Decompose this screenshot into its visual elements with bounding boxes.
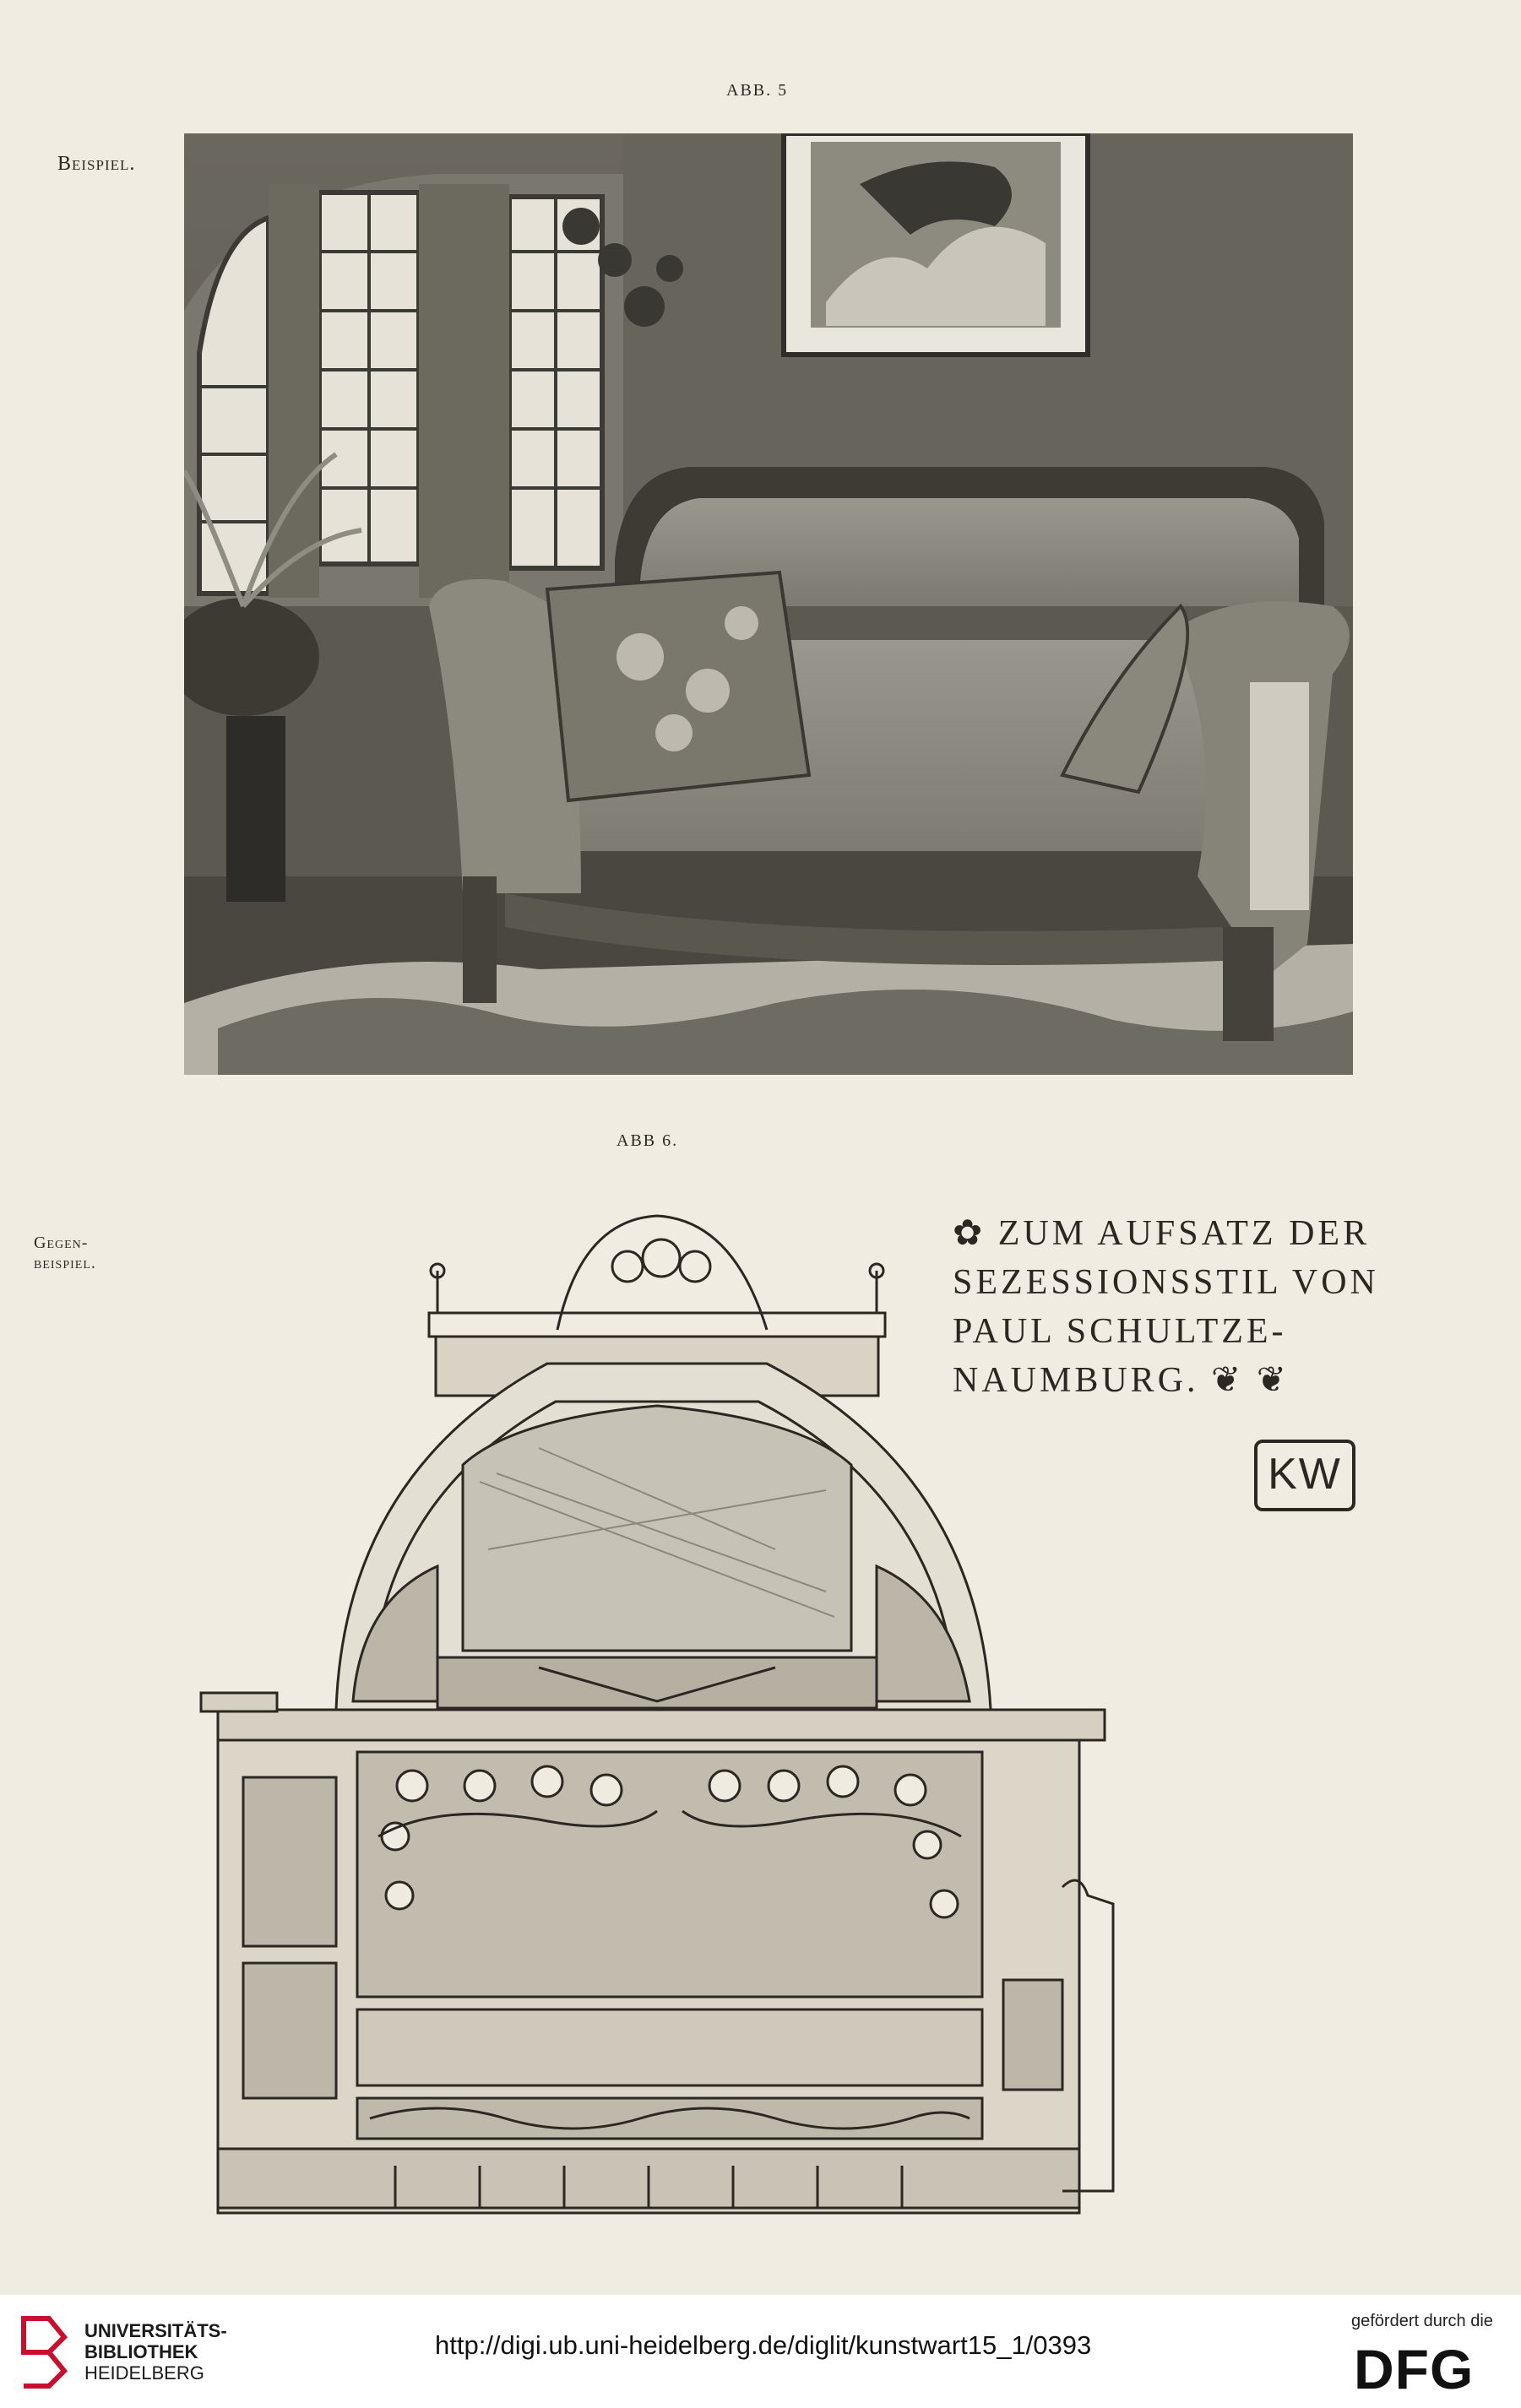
- library-line-2: BIBLIOTHEK: [84, 2341, 198, 2362]
- dfg-logo[interactable]: DFG: [1354, 2338, 1475, 2400]
- side-label-beispiel: Beispiel.: [57, 153, 136, 175]
- figure-caption-abb6: ABB 6.: [617, 1131, 679, 1150]
- library-line-3: HEIDELBERG: [84, 2362, 204, 2384]
- title-line-2: SEZESSIONSSTIL VON: [953, 1263, 1379, 1302]
- ornament-right-icon: ❦ ❦: [1211, 1361, 1290, 1400]
- kw-monogram: KW: [1254, 1440, 1355, 1511]
- library-name[interactable]: [84, 2320, 227, 2384]
- side-label-gegenbeispiel: [34, 1233, 96, 1273]
- sofa-photo: [184, 133, 1353, 1075]
- side-label-line-1: Gegen-: [34, 1234, 89, 1252]
- article-title: [953, 1209, 1392, 1405]
- sofa-photo-illustration: [184, 133, 1353, 1075]
- title-line-4: [953, 1356, 1392, 1405]
- title-text-1: ZUM AUFSATZ DER: [997, 1214, 1371, 1253]
- ub-heidelberg-logo-icon: [15, 2312, 74, 2393]
- figure-caption-abb5: ABB. 5: [726, 81, 789, 100]
- title-text-4: NAUMBURG.: [953, 1361, 1199, 1400]
- permalink-url[interactable]: http://digi.ub.uni-heidelberg.de/diglit/kunstwart15_1/0393: [435, 2330, 1092, 2360]
- library-line-1: UNIVERSITÄTS-: [84, 2320, 227, 2341]
- title-line-3: PAUL SCHULTZE-: [953, 1312, 1287, 1351]
- side-label-line-2: beispiel.: [34, 1254, 96, 1272]
- funding-note: gefördert durch die: [1351, 2312, 1493, 2330]
- ornament-left-icon: ✿: [953, 1214, 986, 1253]
- title-line-1: [953, 1209, 1392, 1258]
